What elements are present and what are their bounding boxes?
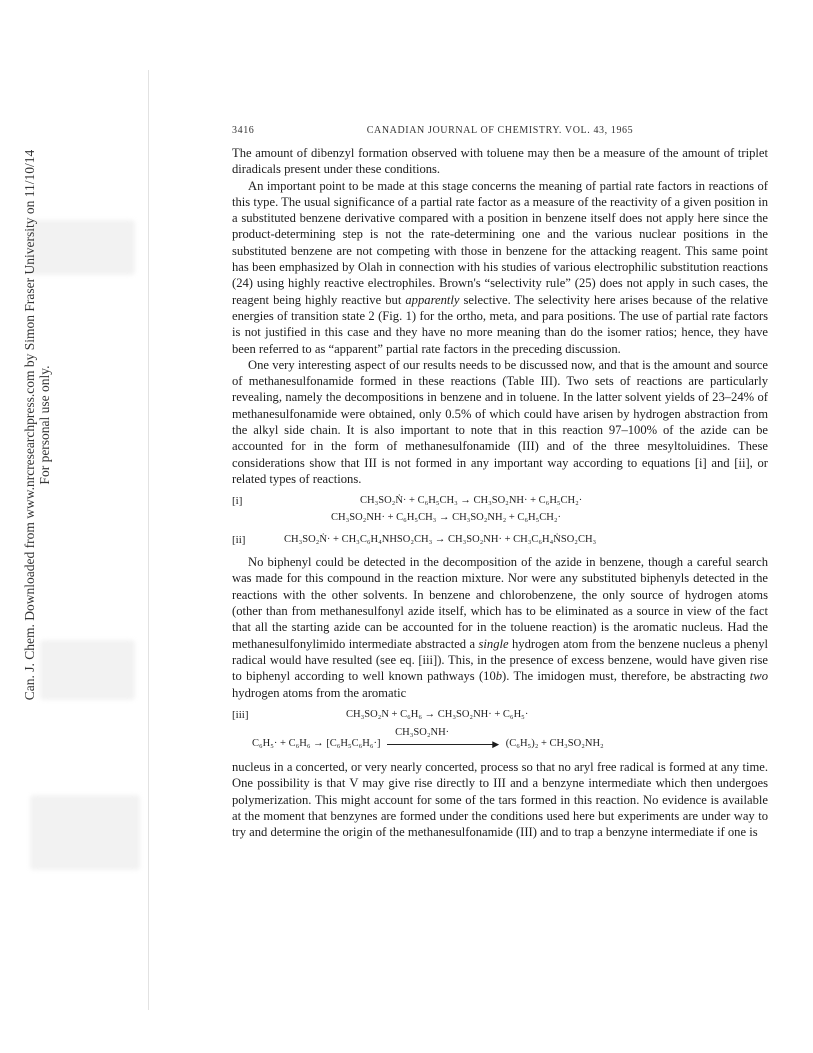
paragraph-2-text-b: selective. The selectivity here arises because of the relative energies of transition state 2 (Fig. 1) for the ortho, meta, and para positions. The use of partial rate factors is not justified in this case and they have no more meaning than do the isomer ratios; hence, they have been referred to as “apparent” partial rate factors in the preceding discussion. [232, 292, 768, 356]
equation-i-expr-1: CH₃SO₂Ṅ· + C₆H₅CH₃ → CH₃SO₂NH· + C₆H₅CH₂· [360, 495, 583, 507]
arrow-head-icon: ▶ [492, 738, 500, 749]
paragraph-3: One very interesting aspect of our results needs to be discussed now, and that is the amount and source of methanesulfonamide formed in these reactions (Table III). Two sets of reactions are particularly revealing, namely the decompositions in benzene and in toluene. In the latter solvent yields of 23–24% of methanesulfonamide were obtained, only 0.5% of which could have arisen by hydrogen abstraction from the alkyl side chain. It is also important to note that in this reaction 97–100% of the azide can be accounted for in the form of methanesulfonamide (III) and of the three mesyltoluidines. These considerations show that III is not formed in any important way according to equations [i] and [ii], or related types of reactions. [232, 357, 768, 486]
arrow-shaft [387, 744, 493, 745]
paragraph-4-text-d: hydrogen atoms from the aromatic [232, 685, 407, 700]
equation-i-expr-2: CH₃SO₂NH· + C₆H₅CH₃ → CH₃SO₂NH₂ + C₆H₅CH₂· [331, 511, 562, 523]
equation-iii-label: [iii] [232, 708, 249, 721]
paragraph-4-text-b: hydrogen atom from the benzene nucleus a phenyl radical would have resulted (see eq. [iii]). This, in the presence of excess benzene, would have given rise to biphenyl according to well known pathways (10 [232, 636, 768, 684]
equation-i-label: [i] [232, 495, 243, 508]
watermark-line-2: For personal use only. [37, 365, 52, 485]
paragraph-4-text-a: No biphenyl could be detected in the decomposition of the azide in benzene, though a careful search was made for this compound in the reaction mixture. Nor were any substituted biphenyls detected in the reactions with the other solvents. In benzene and chlorobenzene, the only source of hydrogen atoms (other than from methanesulfonyl azide itself, which has to be eliminated as a source in view of the fact that all the starting azide can be accounted for in the toluene reaction) is the aromatic nucleus. Had the methanesulfonylimido intermediate abstracted a [232, 555, 768, 651]
equation-ii-label: [ii] [232, 533, 246, 546]
emphasis-single: single [478, 636, 509, 651]
equation-iii-line-2 [232, 722, 768, 752]
equation-ii-expr: CH₃SO₂Ṅ· + CH₃C₆H₄NHSO₂CH₃ → CH₃SO₂NH· + CH₃C₆H₄ṄSO₂CH₃ [284, 533, 597, 545]
equation-i-line-2 [232, 509, 768, 525]
scan-gutter-line [148, 70, 149, 1010]
equation-iii-expr-1: CH₃SO₂N + C₆H₆ → CH₃SO₂NH· + C₆H₅· [346, 708, 529, 720]
equation-i-line-1 [232, 492, 768, 508]
emphasis-two: two [749, 669, 768, 684]
equation-iii-line-1 [232, 706, 768, 722]
reaction-arrow [387, 726, 500, 749]
article-body [232, 145, 768, 841]
equation-ii [232, 531, 768, 547]
emphasis-b: b [495, 669, 503, 684]
paragraph-2 [232, 178, 768, 357]
paragraph-4 [232, 554, 768, 701]
paragraph-1: The amount of dibenzyl formation observed with toluene may then be a measure of the amount of triplet diradicals present under these conditions. [232, 146, 768, 177]
running-title: CANADIAN JOURNAL OF CHEMISTRY. VOL. 43, 1965 [366, 125, 634, 136]
paragraph-4-text-c: ). The imidogen must, therefore, be abstracting [502, 669, 750, 684]
reaction-arrow-label: CH₃SO₂NH· [395, 726, 450, 738]
equations-i-ii [232, 492, 768, 547]
emphasis-apparently: apparently [405, 292, 460, 307]
paragraph-5: nucleus in a concerted, or very nearly concerted, process so that no aryl free radical is formed at any time. One possibility is that V may give rise directly to III and a benzyne intermediate which then undergoes polymerization. This might account for some of the tars formed in this reaction. No evidence is available at the moment that benzynes are formed under the conditions used here but experiments are under way to try and determine the origin of the methanesulfonamide (III) and to trap a benzyne intermediate if one is [232, 760, 768, 840]
equation-iii-reactants: C₆H₅· + C₆H₆ → [C₆H₅C₆H₆·] [252, 738, 381, 750]
download-watermark [22, 0, 52, 850]
equation-iii-block [232, 706, 768, 752]
page-number: 3416 [232, 125, 255, 136]
paragraph-2-text-a: An important point to be made at this stage concerns the meaning of partial rate factors in reactions of this type. The usual significance of a partial rate factor as a measure of the reactivity of a given position in a substituted benzene derivative compared with a position in benzene itself does not apply here since the product-determining step is not the rate-determining one and the various nuclear positions in the substituted benzene are not competing with those in benzene for the attacking reagent. This same point has been emphasized by Olah in connection with his studies of various electrophilic substitution reactions (24) using highly reactive electrophiles. Brown's “selectivity rule” (25) does not apply in such cases, the reagent being highly reactive but [232, 178, 768, 307]
watermark-line-1: Can. J. Chem. Downloaded from www.nrcresearchpress.com by Simon Fraser University on 11/10/14 [22, 149, 37, 701]
equation-iii-products: (C₆H₅)₂ + CH₃SO₂NH₂ [505, 738, 604, 750]
equation-iii-expr-2 [252, 726, 604, 752]
scan-smudge [40, 640, 135, 700]
